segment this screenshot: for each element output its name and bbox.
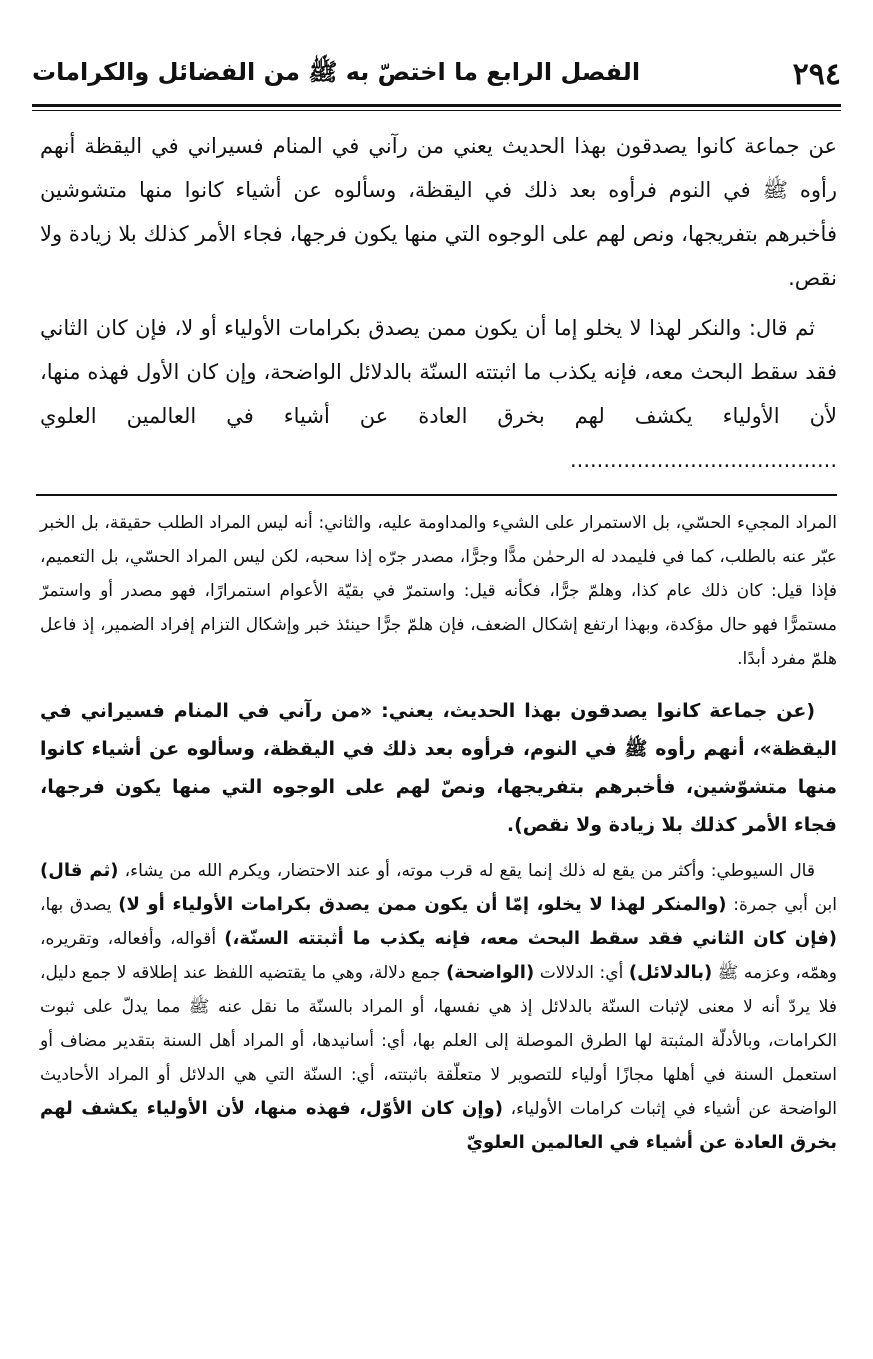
- commentary-segment: ابن أبي جمرة:: [726, 895, 837, 915]
- page-number: ٢٩٤: [792, 56, 841, 92]
- quoted-segment: (بالدلائل): [628, 962, 713, 983]
- main-text: [40, 124, 837, 494]
- main-text-paragraph: عن جماعة كانوا يصدقون بهذا الحديث يعني من رآني في المنام فسيراني في اليقظة أنهم رأوه ﷺ في النوم فرأوه بعد ذلك في اليقظة، وسألوه عن أشياء كانوا منها متشوشين فأخبرهم بتفريجها، ونص لهم على الوجوه التي منها يكون فرجها، فجاء الأمر كذلك بلا زيادة ولا نقص.: [40, 134, 837, 290]
- quoted-segment: (والمنكر لهذا لا يخلو، إمّا أن يكون ممن يصدق بكرامات الأولياء أو لا): [118, 894, 727, 915]
- page-header: [32, 48, 841, 100]
- header-rule: [32, 104, 841, 110]
- commentary-segment: أقواله، وأفعاله، وتقريره، وهمّه، وعزمه ﷺ: [40, 929, 837, 983]
- commentary-segment: أي: الدلالات: [534, 963, 629, 983]
- commentary-paragraph: [40, 854, 837, 1160]
- quoted-segment: (وإن كان الأوّل، فهذه منها، لأن الأولياء يكشف لهم بخرق العادة عن أشياء في العالمين العلويّ: [40, 1098, 837, 1153]
- quoted-main-text: (عن جماعة كانوا يصدقون بهذا الحديث، يعني: «من رآني في المنام فسيراني في اليقظة»، أنهم رأوه ﷺ في النوم، فرأوه بعد ذلك في اليقظة، وسألوه عن أشياء كانوا منها متشوّشين، فأخبرهم بتفريجها، ونصّ لهم على الوجوه التي منها يكون فرجها، فجاء الأمر كذلك بلا زيادة ولا نقص).: [40, 700, 837, 836]
- main-text-paragraph-body: ثم قال: والنكر لهذا لا يخلو إما أن يكون ممن يصدق بكرامات الأولياء أو لا، فإن كان الثاني فقد سقط البحث معه، فإنه يكذب ما اثبتته السنّة بالدلائل الواضحة، وإن كان الأول فهذه منها، لأن الأولياء يكشف لهم بخرق العادة عن أشياء في العالمين العلوي: [40, 316, 837, 428]
- running-title: الفصل الرابع ما اختصّ به ﷺ من الفضائل والكرامات: [32, 57, 641, 86]
- commentary-segment: يصدق بها،: [40, 895, 119, 915]
- quoted-segment: (الواضحة): [446, 962, 535, 983]
- continuation-dots: ........................................: [569, 448, 837, 472]
- main-text-paragraph: [40, 306, 837, 482]
- commentary-paragraph: المراد المجيء الحسّي، بل الاستمرار على الشيء والمداومة عليه، والثاني: أنه ليس المراد الطلب حقيقة، بل الخبر عبّر عنه بالطلب، كما في فليمدد له الرحمٰن مدًّا وجرًّا، مصدر جرّه إذا سحبه، لكن ليس المراد الحسّي، بل التعميم، فإذا قيل: كان ذلك عام كذا، وهلمّ جرًّا، فكأنه قيل: واستمرّ في بقيّة الأعوام استمرارًا، فهو مصدر أو واستمرّ مستمرًّا فهو حال مؤكدة، وبهذا ارتفع إشكال الضعف، فإن هلمّ جرًّا حينئذ خبر وإشكال التزام إفراد الضمير، إذ فاعل هلمّ مفرد أبدًا.: [40, 513, 837, 669]
- commentary-segment: قال السيوطي: وأكثر من يقع له ذلك إنما يقع له قرب موته، أو عند الاحتضار، ويكرم الله من يشاء،: [118, 861, 815, 881]
- quoted-segment: (ثم قال): [40, 860, 119, 881]
- text-separator-rule: [36, 494, 837, 496]
- commentary-text: [40, 506, 837, 1160]
- commentary-segment: جمع دلالة، وهي ما يقتضيه اللفظ عند إطلاقه لا جمع دليل، فلا يردّ أنه لا معنى لإثبات السنّة بالدلائل إذ هي نفسها، أو المراد بالسنّة ما نقل عنه ﷺ مما يدلّ على ثبوت الكرامات، وبالأدلّة المثبتة لها الطرق الموصلة إلى العلم بها، أي: أسانيدها، أو المراد أهل السنة بتقدير مضاف أو استعمل السنة في أهلها مجازًا أولياء للتصوير لا متعلّقة باثبتته، أي: السنّة التي هي الدلائل أو المراد الأحاديث الواضحة عن أشياء في إثبات كرامات الأولياء،: [40, 963, 837, 1119]
- quoted-segment: (فإن كان الثاني فقد سقط البحث معه، فإنه يكذب ما أثبتته السنّة،): [224, 928, 838, 949]
